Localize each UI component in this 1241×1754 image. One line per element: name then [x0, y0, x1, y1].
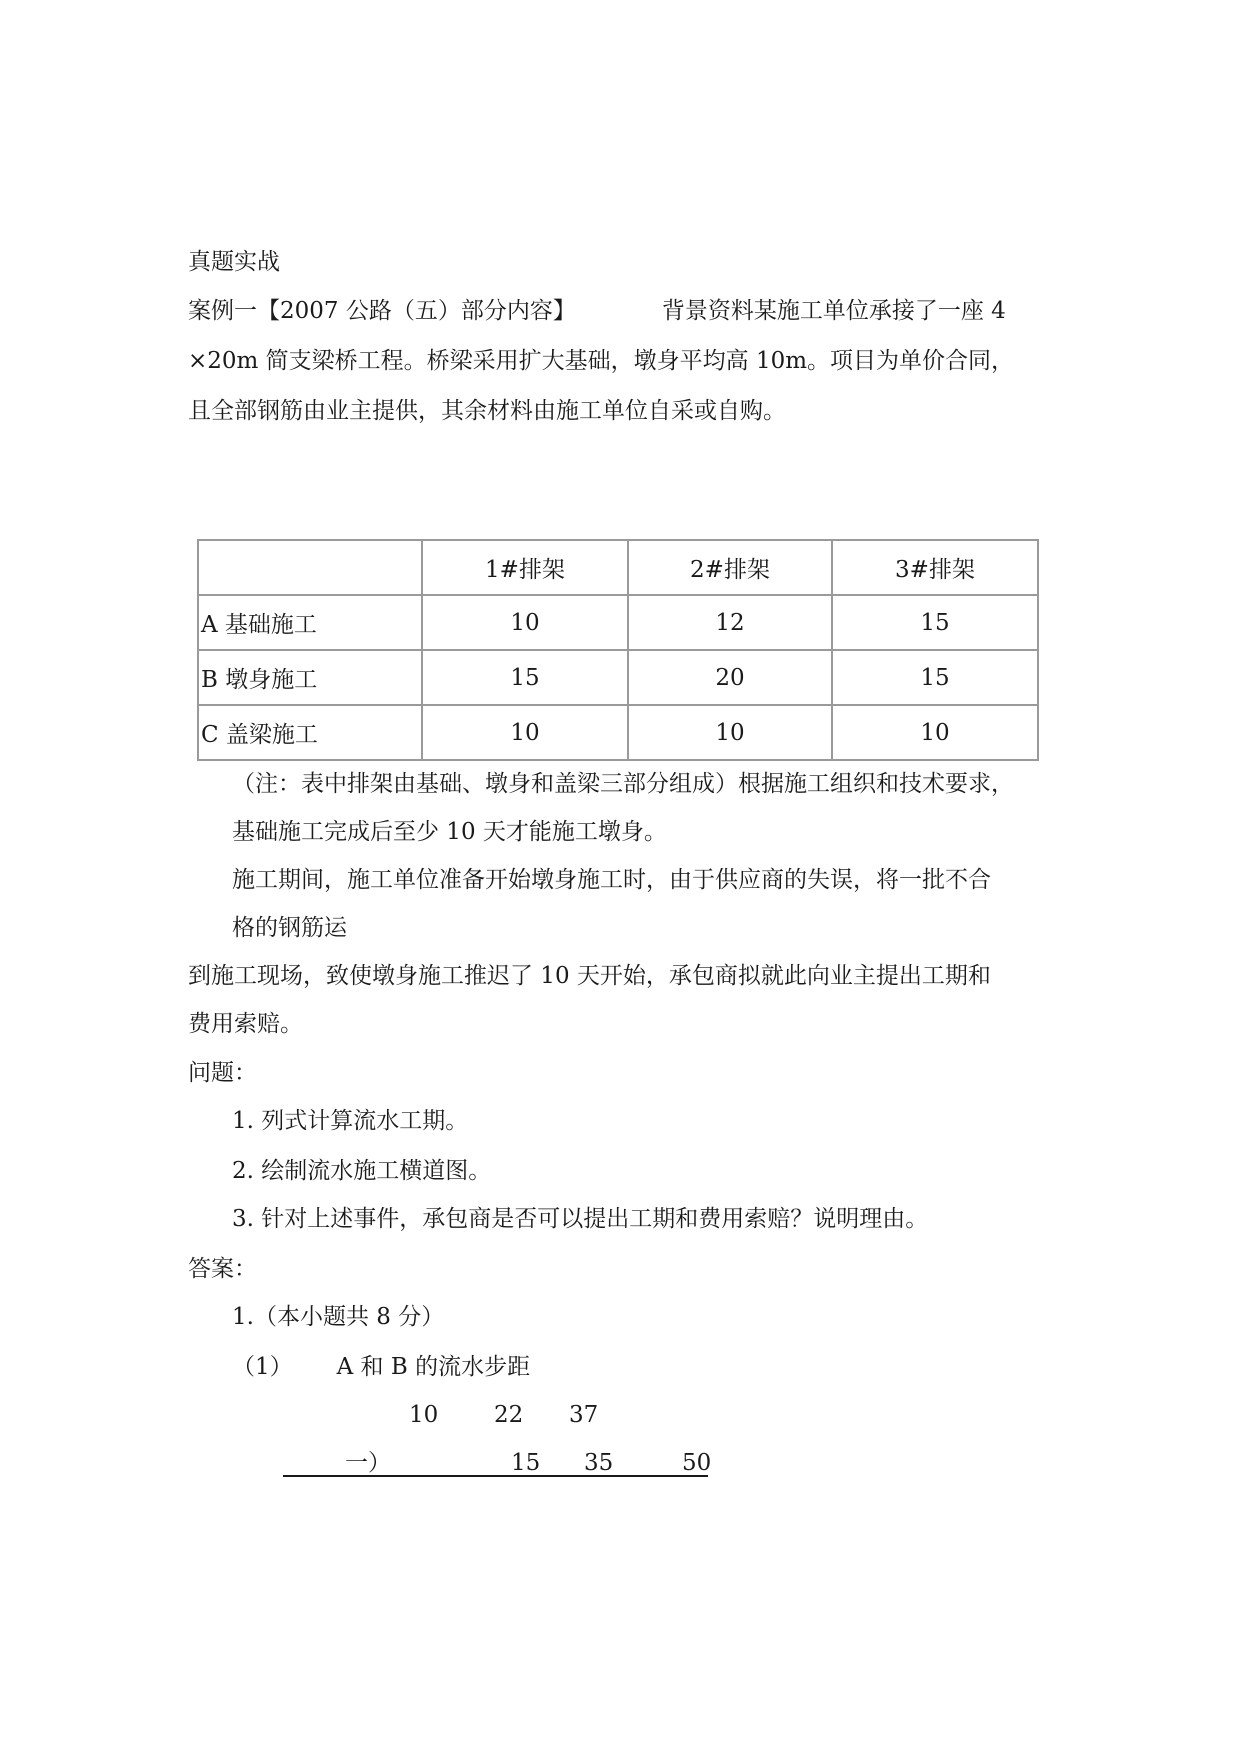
table-note-line-2: 基础施工完成后至少 10 天才能施工墩身。: [232, 819, 667, 845]
table-cell: 10: [422, 595, 628, 650]
case-text-line-3: 且全部钢筋由业主提供，其余材料由施工单位自采或自购。: [188, 398, 786, 424]
answers-heading: 答案：: [188, 1256, 257, 1282]
table-row: [198, 650, 1038, 705]
event-text-line-3: 到施工现场，致使墩身施工推迟了 10 天开始，承包商拟就此向业主提出工期和: [188, 963, 991, 989]
answer-subitem-text: A 和 B 的流水步距: [336, 1354, 531, 1380]
calc-value: 35: [584, 1450, 614, 1476]
answer-item: 1.（本小题共 8 分）: [232, 1304, 445, 1330]
table-cell: 15: [832, 650, 1038, 705]
table-note-line-1: （注：表中排架由基础、墩身和盖梁三部分组成）根据施工组织和技术要求，: [232, 771, 1014, 797]
event-text-line-4: 费用索赔。: [188, 1011, 303, 1037]
table-header-cell: [198, 540, 422, 595]
questions-heading: 问题：: [188, 1060, 257, 1086]
table-cell: 10: [628, 705, 832, 760]
case-background-start: 背景资料某施工单位承接了一座 4: [661, 298, 1006, 324]
table-row-label: A 基础施工: [198, 595, 422, 650]
page-title: 真题实战: [188, 249, 280, 275]
answer-subitem-label: （1）: [232, 1354, 293, 1380]
event-text-line-2: 格的钢筋运: [232, 915, 347, 941]
calc-value: 22: [494, 1402, 524, 1428]
question-item: 2. 绘制流水施工横道图。: [232, 1158, 492, 1184]
event-text-line-1: 施工期间，施工单位准备开始墩身施工时，由于供应商的失误，将一批不合: [232, 867, 991, 893]
case-heading: [188, 296, 1006, 326]
table-header-cell: 1#排架: [422, 540, 628, 595]
calc-value: 37: [569, 1402, 599, 1428]
calc-value: 50: [682, 1450, 712, 1476]
table-cell: 20: [628, 650, 832, 705]
table-cell: 10: [422, 705, 628, 760]
answer-subitem: [232, 1352, 530, 1382]
question-item: 1. 列式计算流水工期。: [232, 1108, 469, 1134]
calc-underline: [283, 1475, 708, 1477]
table-header-cell: 2#排架: [628, 540, 832, 595]
construction-duration-table: [197, 539, 1039, 761]
calc-minus-sign: 一）: [345, 1450, 391, 1476]
table-row: [198, 705, 1038, 760]
table-cell: 12: [628, 595, 832, 650]
question-item: 3. 针对上述事件，承包商是否可以提出工期和费用索赔？说明理由。: [232, 1206, 929, 1232]
table-row-label: C 盖梁施工: [198, 705, 422, 760]
calc-value: 10: [409, 1402, 439, 1428]
calc-value: 15: [511, 1450, 541, 1476]
table-cell: 15: [832, 595, 1038, 650]
case-label: 案例一【2007 公路（五）部分内容】: [188, 298, 576, 324]
table-header-cell: 3#排架: [832, 540, 1038, 595]
table-cell: 10: [832, 705, 1038, 760]
table-cell: 15: [422, 650, 628, 705]
table-row: [198, 595, 1038, 650]
table-header-row: [198, 540, 1038, 595]
case-text-line-2: ×20m 简支梁桥工程。桥梁采用扩大基础，墩身平均高 10m。项目为单价合同，: [188, 348, 1015, 374]
table-row-label: B 墩身施工: [198, 650, 422, 705]
